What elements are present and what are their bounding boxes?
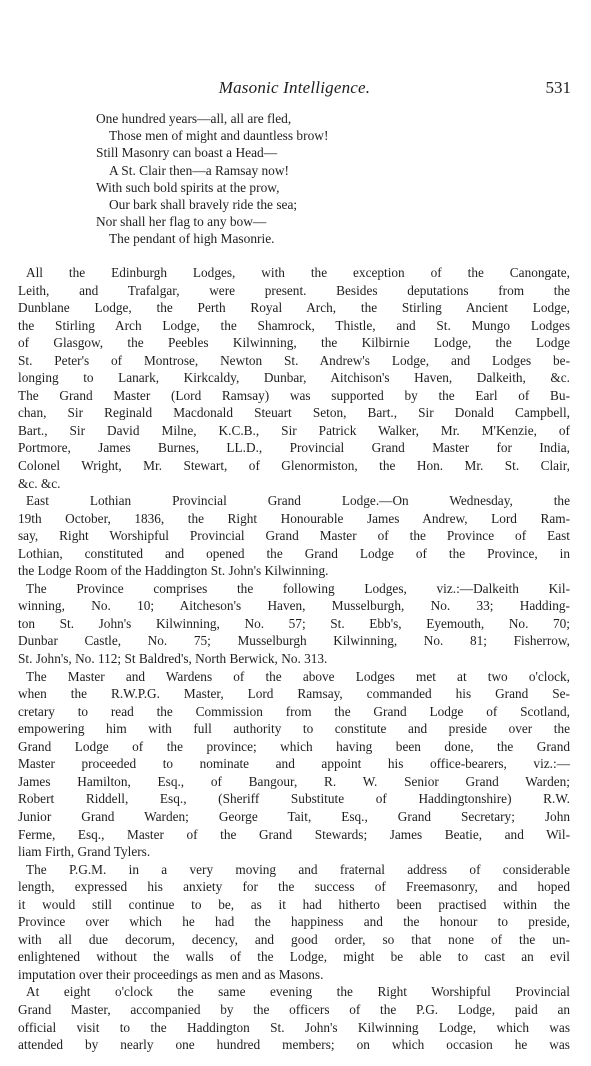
text-line: Bart., Sir David Milne, K.C.B., Sir Patrick Walker, Mr. M'Kenzie, of xyxy=(18,422,570,438)
text-line: Portmore, James Burnes, LL.D., Provincial Grand Master for India, xyxy=(18,440,570,456)
text-line: Junior Grand Warden; George Tait, Esq., Grand Secretary; John xyxy=(18,808,570,824)
poem-line: One hundred years—all, all are fled, xyxy=(96,111,292,126)
text-line: enlightened without the walls of the Lodge, might be able to cast an evil xyxy=(18,949,570,965)
text-line: Master proceeded to nominate and appoint his office-bearers, viz.:— xyxy=(18,756,570,772)
text-line: of Glasgow, the Peebles Kilwinning, the Kilbirnie Lodge, the Lodge xyxy=(18,335,570,351)
text-line: length, expressed his anxiety for the success of Freemasonry, and hoped xyxy=(18,879,570,895)
poem-line: Those men of might and dauntless brow! xyxy=(109,128,329,144)
poem-line: Nor shall her flag to any bow— xyxy=(96,214,267,230)
text-line: Robert Riddell, Esq., (Sheriff Substitute of Haddingtonshire) R.W. xyxy=(18,791,570,807)
text-line: longing to Lanark, Kirkcaldy, Dunbar, Aitchison's Haven, Dalkeith, &c. xyxy=(18,370,570,386)
running-header xyxy=(18,78,571,102)
text-line: The Grand Master (Lord Ramsay) was supported by the Earl of Bu- xyxy=(18,387,570,403)
text-line: liam Firth, Grand Tylers. xyxy=(18,844,151,860)
text-line: say, Right Worshipful Provincial Grand Master of the Province of East xyxy=(18,528,570,544)
paragraph-first-line: East Lothian Provincial Grand Lodge.—On Wednesday, the xyxy=(26,493,570,509)
text-line: 19th October, 1836, the Right Honourable James Andrew, Lord Ram- xyxy=(18,510,570,526)
text-line: Dunblane Lodge, the Perth Royal Arch, the Stirling Ancient Lodge, xyxy=(18,300,570,316)
poem-line: With such bold spirits at the prow, xyxy=(96,179,280,195)
page-number: 531 xyxy=(545,78,571,97)
text-line: Province over which he had the happiness and the honour to preside, xyxy=(18,914,570,930)
paragraph-first-line: The Province comprises the following Lodges, viz.:—Dalkeith Kil- xyxy=(26,580,570,596)
text-line: St. John's, No. 112; St Baldred's, North Berwick, No. 313. xyxy=(18,651,328,667)
text-line: winning, No. 10; Aitcheson's Haven, Musselburgh, No. 33; Hadding- xyxy=(18,598,570,614)
text-line: when the R.W.P.G. Master, Lord Ramsay, commanded his Grand Se- xyxy=(18,686,570,702)
running-title: Masonic Intelligence. xyxy=(218,78,371,97)
poem-line: The pendant of high Masonrie. xyxy=(109,231,275,247)
text-line: Ferme, Esq., Master of the Grand Stewards; James Beatie, and Wil- xyxy=(18,826,570,842)
poem-stanza xyxy=(96,110,516,248)
text-line: St. Peter's of Montrose, Newton St. Andrew's Lodge, and Lodges be- xyxy=(18,352,570,368)
text-line: Dunbar Castle, No. 75; Musselburgh Kilwinning, No. 81; Fisherrow, xyxy=(18,633,570,649)
text-line: the Stirling Arch Lodge, the Shamrock, Thistle, and St. Mungo Lodges xyxy=(18,317,570,333)
text-line: James Hamilton, Esq., of Bangour, R. W. Senior Grand Warden; xyxy=(18,773,570,789)
text-line: empowering him with full authority to constitute and preside over the xyxy=(18,721,570,737)
poem-line: A St. Clair then—a Ramsay now! xyxy=(109,162,290,178)
text-line: with all due decorum, decency, and good order, so that none of the un- xyxy=(18,931,570,947)
poem-line: Still Masonry can boast a Head— xyxy=(96,145,278,161)
paragraph-first-line: All the Edinburgh Lodges, with the exception of the Canongate, xyxy=(26,265,570,280)
article-body xyxy=(18,264,570,1054)
paragraph-first-line: The P.G.M. in a very moving and fraternal address of considerable xyxy=(26,861,570,877)
text-line: the Lodge Room of the Haddington St. John's Kilwinning. xyxy=(18,563,329,579)
text-line: cretary to read the Commission from the Grand Lodge of Scotland, xyxy=(18,703,570,719)
text-line: Grand Lodge of the province; which having been done, the Grand xyxy=(18,738,570,754)
text-line: imputation over their proceedings as men and as Masons. xyxy=(18,966,324,982)
text-line: ton St. John's Kilwinning, No. 57; St. Ebb's, Eyemouth, No. 70; xyxy=(18,615,570,631)
text-line: Grand Master, accompanied by the officers of the P.G. Lodge, paid an xyxy=(18,1001,570,1017)
text-line: &c. &c. xyxy=(18,475,61,491)
text-line: Colonel Wright, Mr. Stewart, of Glenormiston, the Hon. Mr. St. Clair, xyxy=(18,458,570,474)
paragraph-first-line: The Master and Wardens of the above Lodges met at two o'clock, xyxy=(26,668,570,684)
poem-line: Our bark shall bravely ride the sea; xyxy=(109,196,298,212)
text-line: chan, Sir Reginald Macdonald Steuart Seton, Bart., Sir Donald Campbell, xyxy=(18,405,570,421)
text-line: attended by nearly one hundred members; on which occasion he was xyxy=(18,1037,570,1053)
text-line: official visit to the Haddington St. John's Kilwinning Lodge, which was xyxy=(18,1019,570,1035)
text-line: Lothian, constituted and opened the Grand Lodge of the Province, in xyxy=(18,545,570,561)
paragraph-first-line: At eight o'clock the same evening the Right Worshipful Provincial xyxy=(26,984,570,1000)
text-line: Leith, and Trafalgar, were present. Besides deputations from the xyxy=(18,282,570,298)
text-line: it would still continue to be, as it had hitherto been practised within the xyxy=(18,896,570,912)
